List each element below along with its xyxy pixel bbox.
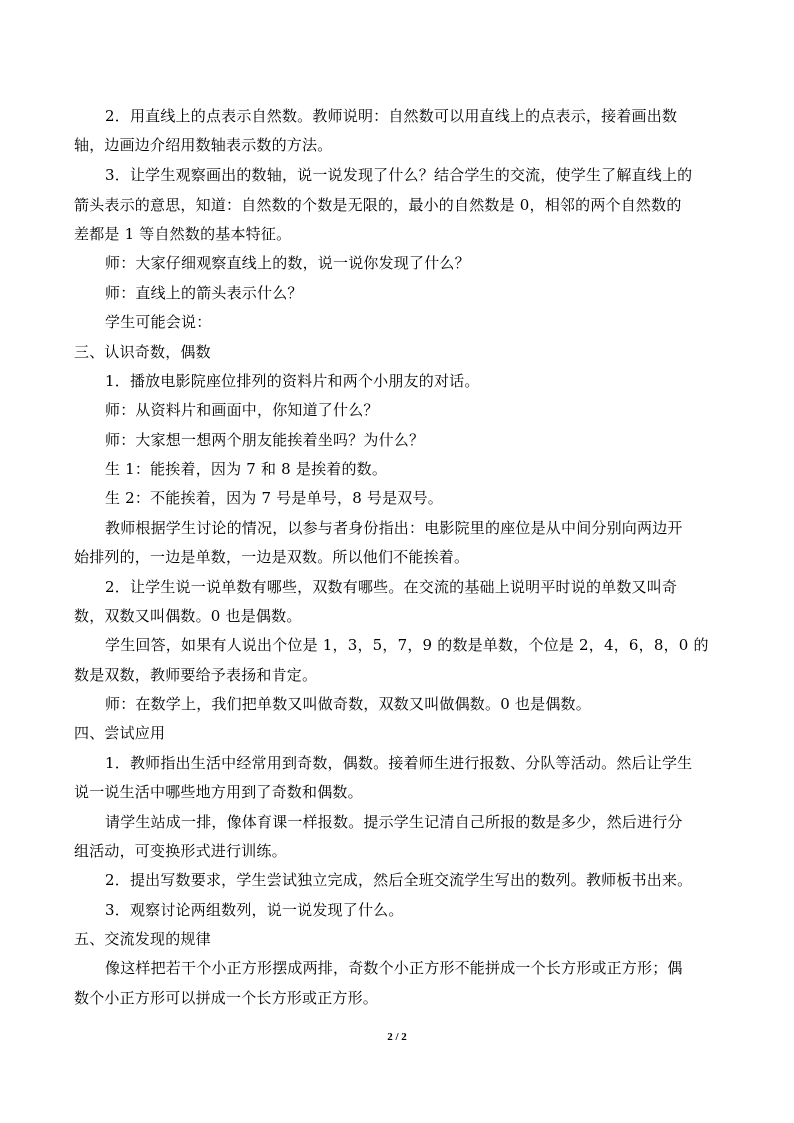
text-line: 轴，边画边介绍用数轴表示数的方法。 xyxy=(74,136,333,154)
section-heading: 四、尝试应用 xyxy=(74,724,166,742)
section-heading: 五、交流发现的规律 xyxy=(74,930,211,948)
text-line: 学生回答，如果有人说出个位是 1，3，5，7，9 的数是单数，个位是 2，4，6，8，0 的 xyxy=(105,636,709,654)
text-line: 2．用直线上的点表示自然数。教师说明：自然数可以用直线上的点表示，接着画出数 xyxy=(105,107,678,125)
text-line: 1．教师指出生活中经常用到奇数，偶数。接着师生进行报数、分队等活动。然后让学生 xyxy=(105,754,693,772)
text-line: 请学生站成一排，像体育课一样报数。提示学生记清自己所报的数是多少，然后进行分 xyxy=(105,813,683,831)
text-line: 3．让学生观察画出的数轴，说一说发现了什么？结合学生的交流，使学生了解直线上的 xyxy=(105,166,693,184)
text-line: 箭头表示的意思，知道：自然数的个数是无限的，最小的自然数是 0，相邻的两个自然数的 xyxy=(74,196,682,214)
text-line: 2．让学生说一说单数有哪些，双数有哪些。在交流的基础上说明平时说的单数又叫奇 xyxy=(105,578,678,596)
text-line: 数个小正方形可以拼成一个长方形或正方形。 xyxy=(74,989,379,1007)
text-line: 数是双数，教师要给予表扬和肯定。 xyxy=(74,666,318,684)
text-line: 生 1：能挨着，因为 7 和 8 是挨着的数。 xyxy=(105,460,388,478)
text-line: 组活动，可变换形式进行训练。 xyxy=(74,842,287,860)
text-line: 生 2：不能挨着，因为 7 号是单号，8 号是双号。 xyxy=(105,489,443,507)
section-heading: 三、认识奇数，偶数 xyxy=(74,343,211,361)
text-line: 说一说生活中哪些地方用到了奇数和偶数。 xyxy=(74,783,363,801)
text-line: 2．提出写数要求，学生尝试独立完成，然后全班交流学生写出的数列。教师板书出来。 xyxy=(105,871,693,889)
text-line: 师：大家仔细观察直线上的数，说一说你发现了什么？ xyxy=(105,254,470,272)
text-line: 教师根据学生讨论的情况，以参与者身份指出：电影院里的座位是从中间分别向两边开 xyxy=(105,519,683,537)
text-line: 师：直线上的箭头表示什么？ xyxy=(105,284,303,302)
text-line: 3．观察讨论两组数列，说一说发现了什么。 xyxy=(105,901,404,919)
text-line: 数，双数又叫偶数。0 也是偶数。 xyxy=(74,607,302,625)
text-line: 差都是 1 等自然数的基本特征。 xyxy=(74,225,292,243)
text-line: 始排列的，一边是单数，一边是双数。所以他们不能挨着。 xyxy=(74,548,470,566)
page-number: 2 / 2 xyxy=(387,1031,407,1043)
text-line: 师：大家想一想两个朋友能挨着坐吗？为什么？ xyxy=(105,431,425,449)
text-line: 师：从资料片和画面中，你知道了什么？ xyxy=(105,401,379,419)
text-line: 学生可能会说： xyxy=(105,313,212,331)
text-line: 像这样把若干个小正方形摆成两排，奇数个小正方形不能拼成一个长方形或正方形；偶 xyxy=(105,959,683,977)
text-line: 师：在数学上，我们把单数又叫做奇数，双数又叫做偶数。0 也是偶数。 xyxy=(105,695,591,713)
text-line: 1．播放电影院座位排列的资料片和两个小朋友的对话。 xyxy=(105,372,480,390)
